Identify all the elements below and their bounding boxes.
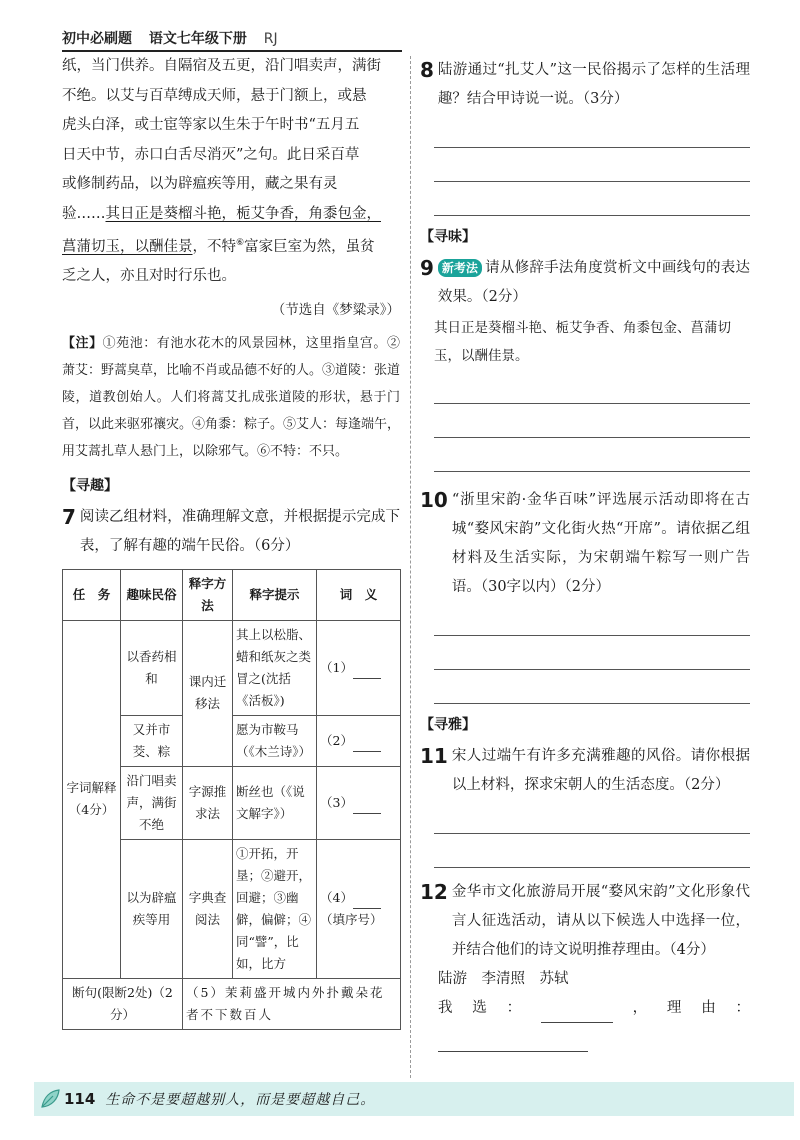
hint-cell: 断丝也（《说文解字》） bbox=[233, 766, 317, 839]
page-header bbox=[62, 28, 402, 52]
question-12 bbox=[420, 878, 750, 965]
custom-cell: 沿门唱卖声，满街不绝 bbox=[121, 766, 183, 839]
answer-note: （填序号） bbox=[320, 911, 383, 927]
left-column bbox=[62, 52, 400, 1030]
answer-line[interactable] bbox=[434, 800, 750, 834]
passage-line bbox=[62, 229, 400, 262]
answer-cell[interactable] bbox=[317, 715, 401, 766]
question-number: 12 bbox=[420, 880, 448, 904]
answer-line[interactable] bbox=[434, 670, 750, 704]
task-cell: 字词解释（4分） bbox=[63, 620, 121, 978]
answer-label: （1） bbox=[320, 659, 353, 675]
passage-source: （节选自《梦粱录》） bbox=[271, 301, 400, 318]
question-10 bbox=[420, 486, 750, 602]
footnote-marker: ⑥ bbox=[236, 238, 245, 248]
answer-label: （2） bbox=[320, 732, 353, 748]
passage-line: 乏之人，亦且对时行乐也。 bbox=[62, 268, 236, 285]
question-7 bbox=[62, 503, 400, 561]
hint-cell: 愿为市鞍马（《木兰诗》） bbox=[233, 715, 317, 766]
custom-cell: 以香药相和 bbox=[121, 620, 183, 715]
question-text: “浙里宋韵·金华百味”评选展示活动即将在古城“婺风宋韵”文化街火热“开席”。请依据乙组材料及生活实际，为宋朝端午粽写一则广告语。（30字以内）（2分） bbox=[451, 492, 750, 595]
notes bbox=[62, 330, 400, 465]
answer-line[interactable] bbox=[434, 636, 750, 670]
answer-line[interactable] bbox=[434, 114, 750, 148]
notes-label: 【注】 bbox=[62, 335, 103, 351]
section-xunwei: 【寻味】 bbox=[420, 229, 476, 245]
custom-cell: 又并市茭、粽 bbox=[121, 715, 183, 766]
passage-line: 虎头白泽，或士宦等家以生朱于午时书“五月五 bbox=[62, 117, 360, 133]
answer-line[interactable] bbox=[434, 370, 750, 404]
answer-blank[interactable] bbox=[353, 894, 381, 909]
question-text: 金华市文化旅游局开展“婺风宋韵”文化形象代言人征选活动，请从以下候选人中选择一位，并结合他们的诗文说明推荐理由。（4分） bbox=[451, 884, 750, 958]
table-row bbox=[63, 620, 401, 715]
question-number: 7 bbox=[62, 504, 76, 529]
answer-cell[interactable] bbox=[317, 839, 401, 978]
footer-motto: 生命不是要超越别人，而是要超越自己。 bbox=[105, 1092, 376, 1108]
subject-title: 语文七年级下册 bbox=[148, 31, 247, 47]
custom-cell: 以为辟瘟疾等用 bbox=[121, 839, 183, 978]
method-cell: 字源推求法 bbox=[183, 766, 233, 839]
series-title: 初中必刷题 bbox=[62, 31, 132, 47]
candidate-list: 陆游 李清照 苏轼 bbox=[438, 971, 569, 987]
table-header: 任 务 bbox=[63, 569, 121, 620]
question-text: 陆游通过“扎艾人”这一民俗揭示了怎样的生活理趣？结合甲诗说一说。（3分） bbox=[437, 62, 750, 107]
task-table bbox=[62, 569, 401, 1030]
table-header: 词 义 bbox=[317, 569, 401, 620]
question-text: 宋人过端午有许多充满雅趣的风俗。请你根据以上材料，探求宋朝人的生活态度。（2分） bbox=[451, 748, 750, 793]
answer-line[interactable] bbox=[434, 148, 750, 182]
answer-line[interactable] bbox=[434, 404, 750, 438]
section-xunqu: 【寻趣】 bbox=[62, 477, 118, 494]
new-method-badge: 新考法 bbox=[438, 259, 482, 277]
question-number: 11 bbox=[420, 744, 448, 768]
question-number: 8 bbox=[420, 58, 434, 82]
notes-text: ①苑池：有池水花木的风景园林，这里指皇宫。②萧艾：野蒿臭草，比喻不肖或品德不好的人。③道陵：张道陵，道教创始人。人们将蒿艾扎成张道陵的形状，悬于门首，以此来驱邪禳灾。④角黍：粽子。⑤艾人：每逢端午，用艾蒿扎草人悬门上，以除邪气。⑥不特：不只。 bbox=[62, 335, 401, 459]
quoted-sentence: 其日正是葵榴斗艳、栀艾争香、角黍包金、菖蒲切玉，以酬佳景。 bbox=[434, 320, 731, 364]
passage-line: 不绝。以艾与百草缚成天师，悬于门额上，或悬 bbox=[62, 87, 367, 104]
choose-label: 我选： bbox=[438, 1000, 541, 1016]
answer-blank[interactable] bbox=[353, 664, 381, 679]
answer-line[interactable] bbox=[434, 834, 750, 868]
table-header: 释字提示 bbox=[233, 569, 317, 620]
question-number: 10 bbox=[420, 488, 448, 512]
section-xunya: 【寻雅】 bbox=[420, 717, 476, 733]
answer-cell[interactable] bbox=[317, 620, 401, 715]
answer-line[interactable] bbox=[434, 602, 750, 636]
question-body: 请从修辞手法角度赏析文中画线句的表达效果。（2分） bbox=[437, 260, 750, 305]
right-column bbox=[420, 56, 750, 1114]
question-11 bbox=[420, 742, 750, 800]
passage-fragment: ，不特 bbox=[192, 238, 236, 255]
passage bbox=[62, 52, 400, 322]
question-text: 阅读乙组材料，准确理解文意，并根据提示完成下表，了解有趣的端午民俗。（6分） bbox=[79, 508, 400, 554]
hint-cell: ①开拓，开垦；②避开，回避；③幽僻，偏僻；④同“譬”，比如，比方 bbox=[233, 839, 317, 978]
answer-line[interactable] bbox=[434, 182, 750, 216]
question-8 bbox=[420, 56, 750, 114]
answer-blank[interactable] bbox=[353, 799, 381, 814]
reason-label: ，理由： bbox=[612, 1000, 751, 1016]
passage-line: 日天中节，赤口白舌尽消灭”之句。此日采百草 bbox=[62, 146, 360, 163]
method-cell: 字典查阅法 bbox=[183, 839, 233, 978]
table-row bbox=[63, 978, 401, 1029]
answer-line[interactable] bbox=[434, 438, 750, 472]
method-cell: 课内迁移法 bbox=[183, 620, 233, 766]
answer-cell[interactable] bbox=[317, 766, 401, 839]
passage-line bbox=[62, 200, 400, 230]
choice-row bbox=[438, 994, 750, 1052]
passage-line: 或修制药品，以为辟瘟疾等用，藏之果有灵 bbox=[62, 176, 338, 192]
underlined-sentence-part2: 菖蒲切玉，以酬佳景 bbox=[62, 238, 193, 255]
answer-blank[interactable] bbox=[353, 737, 381, 752]
task-cell: 断句(限断2处)（2分） bbox=[63, 978, 183, 1029]
question-9 bbox=[420, 254, 750, 312]
question-text bbox=[438, 254, 750, 312]
answer-label: （4） bbox=[320, 889, 353, 905]
page-footer bbox=[34, 1082, 794, 1116]
edition-label: RJ bbox=[263, 31, 278, 47]
punctuation-cell[interactable]: （5）茉莉盛开城内外扑戴朵花者不下数百人 bbox=[183, 978, 401, 1029]
underlined-sentence-part1: 其日正是葵榴斗艳，栀艾争香，角黍包金， bbox=[105, 205, 381, 222]
answer-line[interactable] bbox=[434, 1052, 750, 1083]
leaf-icon bbox=[38, 1087, 62, 1111]
question-number: 9 bbox=[420, 256, 434, 280]
choice-blank[interactable] bbox=[541, 1008, 613, 1023]
table-header-row bbox=[63, 569, 401, 620]
answer-label: （3） bbox=[320, 794, 353, 810]
passage-fragment: 验…… bbox=[62, 205, 106, 222]
passage-fragment: 富家巨室为然，虽贫 bbox=[244, 238, 375, 255]
hint-cell: 其上以松脂、蜡和纸灰之类冒之(沈括《活板》) bbox=[233, 620, 317, 715]
passage-line: 纸，当门供养。自隔宿及五更，沿门唱卖声，满街 bbox=[62, 58, 381, 74]
page-number: 114 bbox=[64, 1090, 96, 1108]
table-header: 释字方法 bbox=[183, 569, 233, 620]
column-divider bbox=[410, 56, 411, 1078]
table-header: 趣味民俗 bbox=[121, 569, 183, 620]
reason-blank[interactable] bbox=[438, 1037, 588, 1052]
